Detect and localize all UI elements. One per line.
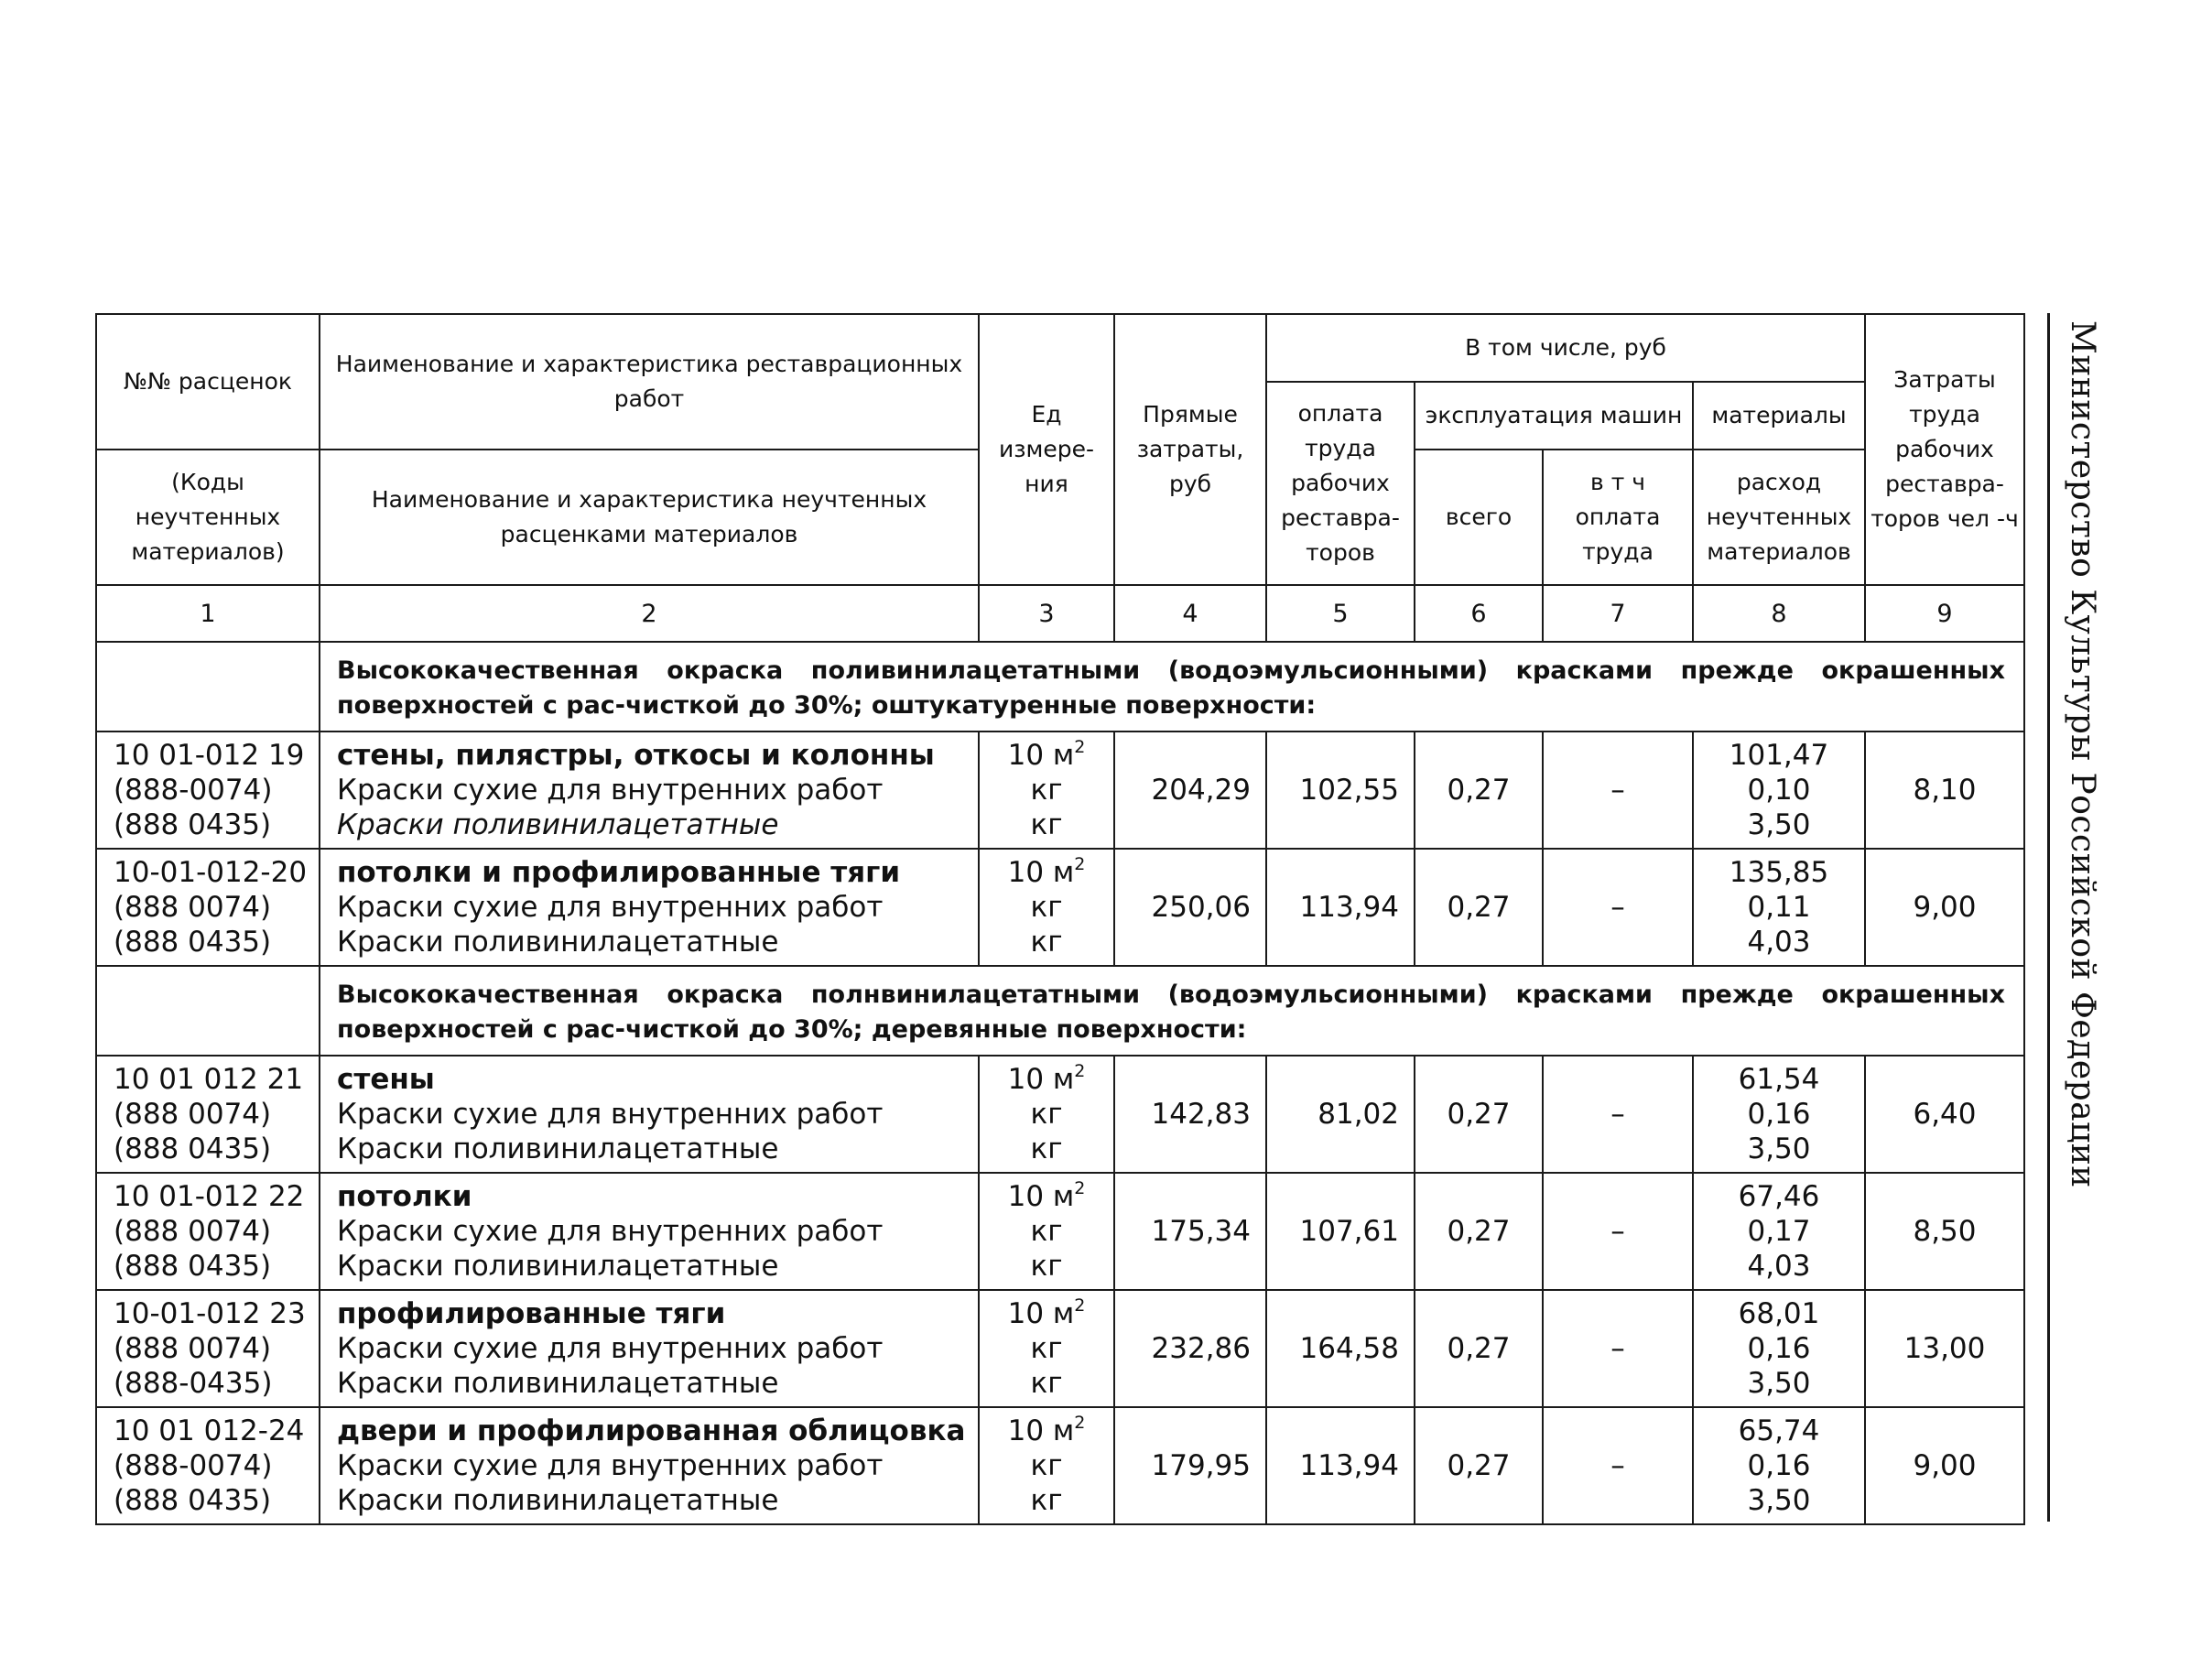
direct-cost: 179,95 [1151, 1449, 1251, 1482]
rate-row [96, 1173, 2024, 1290]
rate-codes-cell [96, 849, 320, 966]
materials-cost: 68,01 [1738, 1297, 1820, 1330]
direct-cost-stack [1115, 1208, 1265, 1254]
machines-labor: – [1610, 1449, 1625, 1482]
machines-total: 0,27 [1447, 1215, 1511, 1248]
machines-total-cell [1415, 1407, 1543, 1524]
worker-pay: 107,61 [1299, 1215, 1399, 1248]
direct-cost: 175,34 [1151, 1215, 1251, 1248]
unit-superscript: 2 [1074, 1412, 1086, 1433]
labor-hours-cell [1865, 1407, 2024, 1524]
units [980, 1408, 1113, 1523]
material-name: Краски сухие для внутренних работ [337, 1098, 884, 1131]
direct-cost: 204,29 [1151, 774, 1251, 807]
material-name: Краски поливинилацетатные [337, 1484, 779, 1517]
rate-codes [97, 1291, 319, 1406]
material-code: (888 0435) [114, 926, 272, 959]
unit-main [983, 1179, 1110, 1214]
rate-row [96, 731, 2024, 849]
rate-codes [97, 1174, 319, 1289]
rate-row [96, 1290, 2024, 1407]
column-number: 4 [1114, 585, 1266, 642]
column-number: 9 [1865, 585, 2024, 642]
material-unit: кг [1030, 1367, 1063, 1400]
header-labor-hours: Затраты труда рабочих реставра-торов чел -ч [1865, 314, 2024, 585]
rate-number: 10-01-012-20 [114, 856, 308, 889]
machines-total-stack [1415, 1443, 1542, 1489]
labor-hours-cell [1865, 1290, 2024, 1407]
work-name-cell [320, 731, 979, 849]
material-code: (888 0074) [114, 1332, 272, 1365]
worker-pay-cell [1266, 849, 1415, 966]
material-code: (888 0435) [114, 1484, 272, 1517]
worker-pay: 81,02 [1317, 1098, 1399, 1131]
materials-cell [1693, 1056, 1865, 1173]
material-consumption: 0,10 [1747, 774, 1811, 807]
section-title: Высококачественная окраска поливинилацетатными (водоэмульсионными) красками прежде окрашенных поверхностей с рас-чисткой до 30%; оштукатуренные поверхности: [320, 642, 2024, 731]
column-number: 5 [1266, 585, 1415, 642]
rates-document [95, 313, 2023, 1525]
labor-hours: 8,10 [1913, 774, 1977, 807]
column-number: 8 [1693, 585, 1865, 642]
direct-cost-cell [1114, 1290, 1266, 1407]
labor-hours-stack [1866, 884, 2023, 930]
rate-codes [97, 1057, 319, 1172]
column-number: 3 [979, 585, 1114, 642]
header-machines-group: эксплуатация машин [1415, 382, 1693, 450]
direct-cost: 232,86 [1151, 1332, 1251, 1365]
machines-total-cell [1415, 1056, 1543, 1173]
machines-labor-cell [1543, 849, 1693, 966]
material-unit: кг [1030, 1484, 1063, 1517]
material-name: Краски поливинилацетатные [337, 1132, 779, 1165]
machines-labor-cell [1543, 731, 1693, 849]
header-material-codes: (Коды неучтенных материалов) [96, 450, 320, 585]
machines-total-stack [1415, 1091, 1542, 1137]
unit-main [983, 738, 1110, 773]
side-caption-block [2047, 313, 2101, 1522]
labor-hours: 8,50 [1913, 1215, 1977, 1248]
rate-codes [97, 850, 319, 965]
machines-total-stack [1415, 884, 1542, 930]
materials-cost: 61,54 [1738, 1063, 1820, 1096]
unit-cell [979, 849, 1114, 966]
materials-stack [1694, 1408, 1864, 1523]
material-unit: кг [1030, 1215, 1063, 1248]
material-name: Краски поливинилацетатные [337, 808, 779, 841]
work-names [320, 1174, 978, 1289]
worker-pay: 102,55 [1299, 774, 1399, 807]
unit-superscript: 2 [1074, 1177, 1086, 1198]
material-code: (888-0074) [114, 774, 273, 807]
worker-pay: 113,94 [1299, 891, 1399, 924]
units [980, 732, 1113, 848]
work-name-cell [320, 1173, 979, 1290]
rate-number: 10 01 012-24 [114, 1414, 305, 1447]
header-materials-group: материалы [1693, 382, 1865, 450]
rate-number: 10-01-012 23 [114, 1297, 306, 1330]
material-code: (888 0435) [114, 1132, 272, 1165]
worker-pay-stack [1267, 1208, 1414, 1254]
section-code-cell [96, 966, 320, 1056]
rate-codes-cell [96, 1290, 320, 1407]
materials-cell [1693, 1173, 1865, 1290]
work-name: профилированные тяги [337, 1297, 726, 1330]
material-unit: кг [1030, 1098, 1063, 1131]
worker-pay-stack [1267, 884, 1414, 930]
labor-hours: 9,00 [1913, 1449, 1977, 1482]
rate-codes [97, 732, 319, 848]
units [980, 1174, 1113, 1289]
header-rate-number: №№ расценок [96, 314, 320, 450]
machines-labor-stack [1544, 1326, 1692, 1371]
column-number: 7 [1543, 585, 1693, 642]
machines-labor-stack [1544, 1091, 1692, 1137]
direct-cost-cell [1114, 731, 1266, 849]
material-code: (888 0435) [114, 808, 272, 841]
machines-labor-stack [1544, 884, 1692, 930]
worker-pay-stack [1267, 767, 1414, 813]
work-name: потолки [337, 1180, 472, 1213]
units [980, 1057, 1113, 1172]
header-including-group: В том числе, руб [1266, 314, 1865, 382]
machines-total-stack [1415, 767, 1542, 813]
machines-total: 0,27 [1447, 891, 1511, 924]
unit-superscript: 2 [1074, 1060, 1086, 1081]
material-consumption: 3,50 [1747, 1132, 1811, 1165]
rate-row [96, 849, 2024, 966]
labor-hours-cell [1865, 1173, 2024, 1290]
unit-text: 10 м [1007, 1180, 1075, 1213]
labor-hours: 13,00 [1903, 1332, 1986, 1365]
machines-total: 0,27 [1447, 1449, 1511, 1482]
section-row [96, 642, 2024, 731]
machines-labor: – [1610, 1332, 1625, 1365]
labor-hours-cell [1865, 731, 2024, 849]
machines-labor: – [1610, 891, 1625, 924]
machines-labor: – [1610, 1215, 1625, 1248]
direct-cost-stack [1115, 884, 1265, 930]
material-unit: кг [1030, 808, 1063, 841]
unit-cell [979, 1290, 1114, 1407]
material-code: (888-0074) [114, 1449, 273, 1482]
work-name-cell [320, 1407, 979, 1524]
material-consumption: 3,50 [1747, 1484, 1811, 1517]
work-name: двери и профилированная облицовка [337, 1414, 966, 1447]
materials-stack [1694, 850, 1864, 965]
machines-labor-cell [1543, 1290, 1693, 1407]
header-work-name: Наименование и характеристика реставрационных работ [320, 314, 979, 450]
material-consumption: 0,16 [1747, 1332, 1811, 1365]
materials-cell [1693, 731, 1865, 849]
direct-cost-cell [1114, 849, 1266, 966]
rate-codes-cell [96, 1407, 320, 1524]
material-name: Краски сухие для внутренних работ [337, 1215, 884, 1248]
worker-pay-stack [1267, 1443, 1414, 1489]
work-name-cell [320, 1056, 979, 1173]
materials-stack [1694, 1174, 1864, 1289]
work-names [320, 732, 978, 848]
machines-total-cell [1415, 1173, 1543, 1290]
labor-hours-stack [1866, 767, 2023, 813]
machines-total-stack [1415, 1208, 1542, 1254]
labor-hours-cell [1865, 1056, 2024, 1173]
unit-main [983, 855, 1110, 890]
work-names [320, 850, 978, 965]
material-code: (888 0074) [114, 1098, 272, 1131]
column-number: 2 [320, 585, 979, 642]
unit-main [983, 1062, 1110, 1097]
machines-labor-stack [1544, 1443, 1692, 1489]
material-name: Краски сухие для внутренних работ [337, 1332, 884, 1365]
rate-codes-cell [96, 1056, 320, 1173]
material-unit: кг [1030, 891, 1063, 924]
header-materials-consumption: расход неучтенных материалов [1693, 450, 1865, 585]
labor-hours-stack [1866, 1208, 2023, 1254]
material-consumption: 4,03 [1747, 1250, 1811, 1283]
work-name: стены, пилястры, откосы и колонны [337, 739, 935, 772]
machines-labor-cell [1543, 1407, 1693, 1524]
rate-number: 10 01-012 19 [114, 739, 305, 772]
machines-labor-stack [1544, 767, 1692, 813]
direct-cost-stack [1115, 1091, 1265, 1137]
materials-cost: 135,85 [1729, 856, 1829, 889]
unit-main [983, 1296, 1110, 1331]
unit-text: 10 м [1007, 1414, 1075, 1447]
work-names [320, 1057, 978, 1172]
labor-hours-cell [1865, 849, 2024, 966]
labor-hours: 9,00 [1913, 891, 1977, 924]
section-code-cell [96, 642, 320, 731]
column-number: 6 [1415, 585, 1543, 642]
materials-cost: 67,46 [1738, 1180, 1820, 1213]
worker-pay-stack [1267, 1091, 1414, 1137]
side-caption: Министерство Культуры Российской Федерации [2064, 320, 2101, 1188]
side-rule [2047, 313, 2050, 1522]
unit-text: 10 м [1007, 1063, 1075, 1096]
worker-pay-cell [1266, 1290, 1415, 1407]
material-code: (888 0435) [114, 1250, 272, 1283]
machines-labor-cell [1543, 1173, 1693, 1290]
materials-cell [1693, 1407, 1865, 1524]
materials-stack [1694, 1291, 1864, 1406]
direct-cost-stack [1115, 1326, 1265, 1371]
direct-cost-cell [1114, 1407, 1266, 1524]
machines-labor: – [1610, 1098, 1625, 1131]
work-name: стены [337, 1063, 435, 1096]
machines-total-stack [1415, 1326, 1542, 1371]
header-worker-pay: оплата труда рабочих реставра-торов [1266, 382, 1415, 585]
material-name: Краски поливинилацетатные [337, 1367, 779, 1400]
direct-cost-cell [1114, 1173, 1266, 1290]
column-number: 1 [96, 585, 320, 642]
material-code: (888 0074) [114, 1215, 272, 1248]
materials-cell [1693, 849, 1865, 966]
machines-labor: – [1610, 774, 1625, 807]
worker-pay-cell [1266, 1407, 1415, 1524]
rate-row [96, 1056, 2024, 1173]
unit-superscript: 2 [1074, 853, 1086, 874]
material-consumption: 3,50 [1747, 808, 1811, 841]
rate-row [96, 1407, 2024, 1524]
material-unit: кг [1030, 774, 1063, 807]
work-name-cell [320, 1290, 979, 1407]
labor-hours: 6,40 [1913, 1098, 1977, 1131]
section-title: Высококачественная окраска полнвинилацетатными (водоэмульсионными) красками прежде окрашенных поверхностей с рас-чисткой до 30%; деревянные поверхности: [320, 966, 2024, 1056]
materials-stack [1694, 732, 1864, 848]
rate-number: 10 01-012 22 [114, 1180, 305, 1213]
rates-table [95, 313, 2025, 1525]
materials-cost: 101,47 [1729, 739, 1829, 772]
rate-codes [97, 1408, 319, 1523]
material-name: Краски сухие для внутренних работ [337, 891, 884, 924]
machines-total-cell [1415, 1290, 1543, 1407]
worker-pay-cell [1266, 731, 1415, 849]
worker-pay: 113,94 [1299, 1449, 1399, 1482]
unit-superscript: 2 [1074, 736, 1086, 757]
material-unit: кг [1030, 1250, 1063, 1283]
unit-superscript: 2 [1074, 1295, 1086, 1316]
worker-pay-cell [1266, 1173, 1415, 1290]
labor-hours-stack [1866, 1091, 2023, 1137]
material-consumption: 3,50 [1747, 1367, 1811, 1400]
column-number-row [96, 585, 2024, 642]
section-row [96, 966, 2024, 1056]
rate-number: 10 01 012 21 [114, 1063, 304, 1096]
machines-total: 0,27 [1447, 1098, 1511, 1131]
machines-total: 0,27 [1447, 774, 1511, 807]
header-machines-labor: в т ч оплата труда [1543, 450, 1693, 585]
material-unit: кг [1030, 1449, 1063, 1482]
worker-pay-stack [1267, 1326, 1414, 1371]
direct-cost: 142,83 [1151, 1098, 1251, 1131]
units [980, 1291, 1113, 1406]
machines-total-cell [1415, 849, 1543, 966]
unit-main [983, 1414, 1110, 1448]
worker-pay-cell [1266, 1056, 1415, 1173]
direct-cost-stack [1115, 1443, 1265, 1489]
work-name-cell [320, 849, 979, 966]
direct-cost: 250,06 [1151, 891, 1251, 924]
material-unit: кг [1030, 1332, 1063, 1365]
material-consumption: 4,03 [1747, 926, 1811, 959]
materials-cell [1693, 1290, 1865, 1407]
direct-cost-cell [1114, 1056, 1266, 1173]
machines-labor-stack [1544, 1208, 1692, 1254]
material-name: Краски сухие для внутренних работ [337, 774, 884, 807]
material-consumption: 0,17 [1747, 1215, 1811, 1248]
machines-total-cell [1415, 731, 1543, 849]
machines-labor-cell [1543, 1056, 1693, 1173]
labor-hours-stack [1866, 1326, 2023, 1371]
machines-total: 0,27 [1447, 1332, 1511, 1365]
material-consumption: 0,16 [1747, 1449, 1811, 1482]
material-name: Краски поливинилацетатные [337, 1250, 779, 1283]
header-direct-cost: Прямые затраты, руб [1114, 314, 1266, 585]
labor-hours-stack [1866, 1443, 2023, 1489]
work-name: потолки и профилированные тяги [337, 856, 901, 889]
material-unit: кг [1030, 926, 1063, 959]
material-code: (888-0435) [114, 1367, 273, 1400]
materials-cost: 65,74 [1738, 1414, 1820, 1447]
material-name: Краски поливинилацетатные [337, 926, 779, 959]
rate-codes-cell [96, 1173, 320, 1290]
rate-codes-cell [96, 731, 320, 849]
work-names [320, 1408, 978, 1523]
material-consumption: 0,16 [1747, 1098, 1811, 1131]
header-machines-total: всего [1415, 450, 1543, 585]
unit-text: 10 м [1007, 856, 1075, 889]
material-name: Краски сухие для внутренних работ [337, 1449, 884, 1482]
header-unit: Ед измере-ния [979, 314, 1114, 585]
unit-cell [979, 1173, 1114, 1290]
header-material-names: Наименование и характеристика неучтенных расценками материалов [320, 450, 979, 585]
direct-cost-stack [1115, 767, 1265, 813]
material-code: (888 0074) [114, 891, 272, 924]
worker-pay: 164,58 [1299, 1332, 1399, 1365]
unit-cell [979, 731, 1114, 849]
materials-stack [1694, 1057, 1864, 1172]
unit-text: 10 м [1007, 1297, 1075, 1330]
unit-cell [979, 1056, 1114, 1173]
unit-cell [979, 1407, 1114, 1524]
material-unit: кг [1030, 1132, 1063, 1165]
work-names [320, 1291, 978, 1406]
unit-text: 10 м [1007, 739, 1075, 772]
material-consumption: 0,11 [1747, 891, 1811, 924]
units [980, 850, 1113, 965]
